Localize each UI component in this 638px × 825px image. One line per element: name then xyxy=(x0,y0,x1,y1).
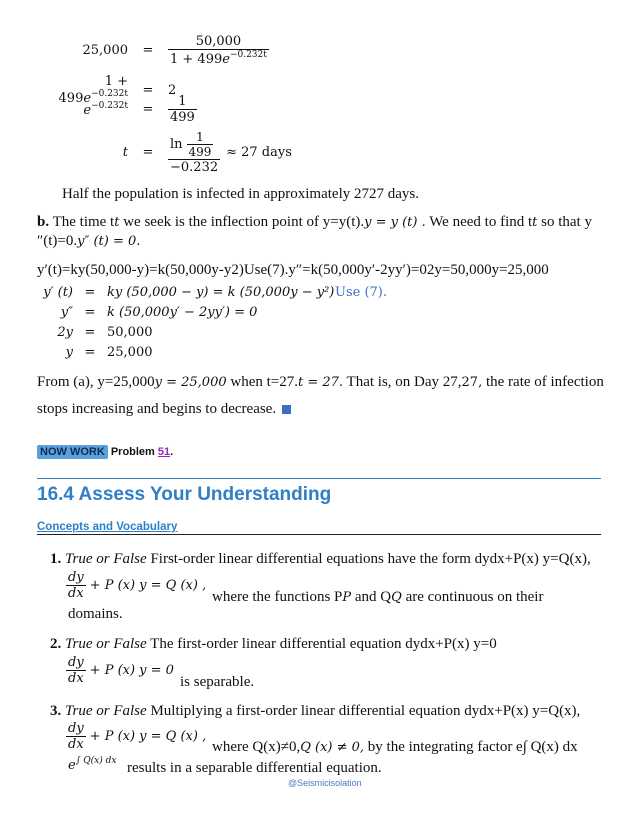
problem-3-line-3: results in a separable differential equation. xyxy=(127,760,382,776)
eq4-fraction xyxy=(168,130,220,175)
eq4-approx: ≈ 27 days xyxy=(226,145,292,160)
problem-3-number: 3. xyxy=(50,703,62,719)
end-of-solution-square-icon xyxy=(282,405,291,414)
eq4-denominator: −0.232 xyxy=(170,160,219,175)
problem-1-line-3: domains. xyxy=(68,606,123,622)
eq1-lhs: 25,000 xyxy=(82,43,128,58)
derivation-block xyxy=(37,282,387,362)
concepts-subtitle: Concepts and Vocabulary xyxy=(37,521,178,533)
equation-row-1 xyxy=(40,34,269,67)
eq3-sign: = xyxy=(142,102,154,117)
problem-51-link[interactable]: 51 xyxy=(157,446,171,458)
eq1-denominator: $1 + 499e^{-0.232t}$ xyxy=(170,50,267,67)
half-population-text: Half the population is infected in approximately 2727 days. xyxy=(62,186,419,202)
problem-3-equation: $\frac{dy}{dx}$ + P (x) y = Q (x) , xyxy=(68,721,207,752)
section-title: 16.4 Assess Your Understanding xyxy=(37,484,332,505)
part-b-line-2: ″(t)=0.y″ (t) = 0. xyxy=(37,233,141,249)
eq1-sign: = xyxy=(142,43,154,58)
eq3-fraction xyxy=(168,94,197,125)
use-7-note: Use (7). xyxy=(335,284,387,300)
eq4-numerator: ln $\frac{1}{499}$ xyxy=(168,130,220,160)
eq3-denominator: 499 xyxy=(170,110,195,125)
deriv-row: y = 25,000 xyxy=(65,344,153,360)
equation-row-4 xyxy=(40,130,292,175)
eq2-sign: = xyxy=(142,82,154,98)
part-b-line-1: b. The time tt we seek is the inflection point of y=y(t).y = y (t) . We need to find tt so that y xyxy=(37,214,592,230)
eq2-lhs: $1 + 499e^{-0.232t}$ xyxy=(58,74,128,106)
now-work-line: NOW WORK Problem 51. xyxy=(37,446,173,458)
deriv-row: y′ (t) = ky (50,000 − y) = k (50,000y − y²) Use (7). xyxy=(43,284,387,300)
watermark-text: @Seismicisolation xyxy=(288,778,362,788)
problem-2-line-1: 2. True or False The first-order linear differential equation dydx+P(x) y=0 xyxy=(50,636,497,652)
problem-3-line-2: where Q(x)≠0,Q (x) ≠ 0, by the integrating factor e∫ Q(x) dx xyxy=(212,739,578,755)
eq1-fraction xyxy=(168,34,269,67)
problem-3-line-1: 3. True or False Multiplying a first-order linear differential equation dydx+P(x) y=Q(x), xyxy=(50,703,581,719)
from-a-line-1: From (a), y=25,000y = 25,000 when t=27.t = 27. That is, on Day 27,27, the rate of infection xyxy=(37,374,604,390)
problem-2-line-2: is separable. xyxy=(180,674,255,690)
eq4-lhs: t xyxy=(122,145,128,160)
integrating-factor-math: $e^{\int Q(x) dx}$ xyxy=(68,756,117,773)
problem-1-line-2: where the functions PP and QQ are continuous on their xyxy=(212,589,544,605)
deriv-row: y″ = k (50,000y′ − 2yy′) = 0 xyxy=(60,304,258,320)
subtitle-rule xyxy=(37,534,601,535)
problem-2-equation: $\frac{dy}{dx}$ + P (x) y = 0 xyxy=(68,655,174,686)
eq3-lhs: $e^{-0.232t}$ xyxy=(83,101,128,118)
eq2-rhs: 2 xyxy=(168,82,177,98)
equation-row-3 xyxy=(40,94,197,125)
eq1-numerator: 50,000 xyxy=(168,34,269,50)
derivation-text: y′(t)=ky(50,000-y)=k(50,000y-y2)Use(7).y″=k(50,000y′-2yy′)=02y=50,000y=25,000 xyxy=(37,262,549,278)
eq4-sign: = xyxy=(142,145,154,160)
deriv-row: 2y = 50,000 xyxy=(57,324,153,340)
problem-2-number: 2. xyxy=(50,636,62,652)
part-b-label: b. xyxy=(37,214,50,230)
problem-1-line-1: 1. True or False First-order linear differential equations have the form dydx+P(x) y=Q(x), xyxy=(50,551,591,567)
now-work-badge: NOW WORK xyxy=(37,445,108,459)
section-top-rule xyxy=(37,478,601,479)
problem-1-equation: $\frac{dy}{dx}$ + P (x) y = Q (x) , xyxy=(68,570,207,601)
eq3-numerator: 1 xyxy=(168,94,197,110)
problem-1-number: 1. xyxy=(50,551,62,567)
from-a-line-2: stops increasing and begins to decrease. xyxy=(37,401,291,418)
